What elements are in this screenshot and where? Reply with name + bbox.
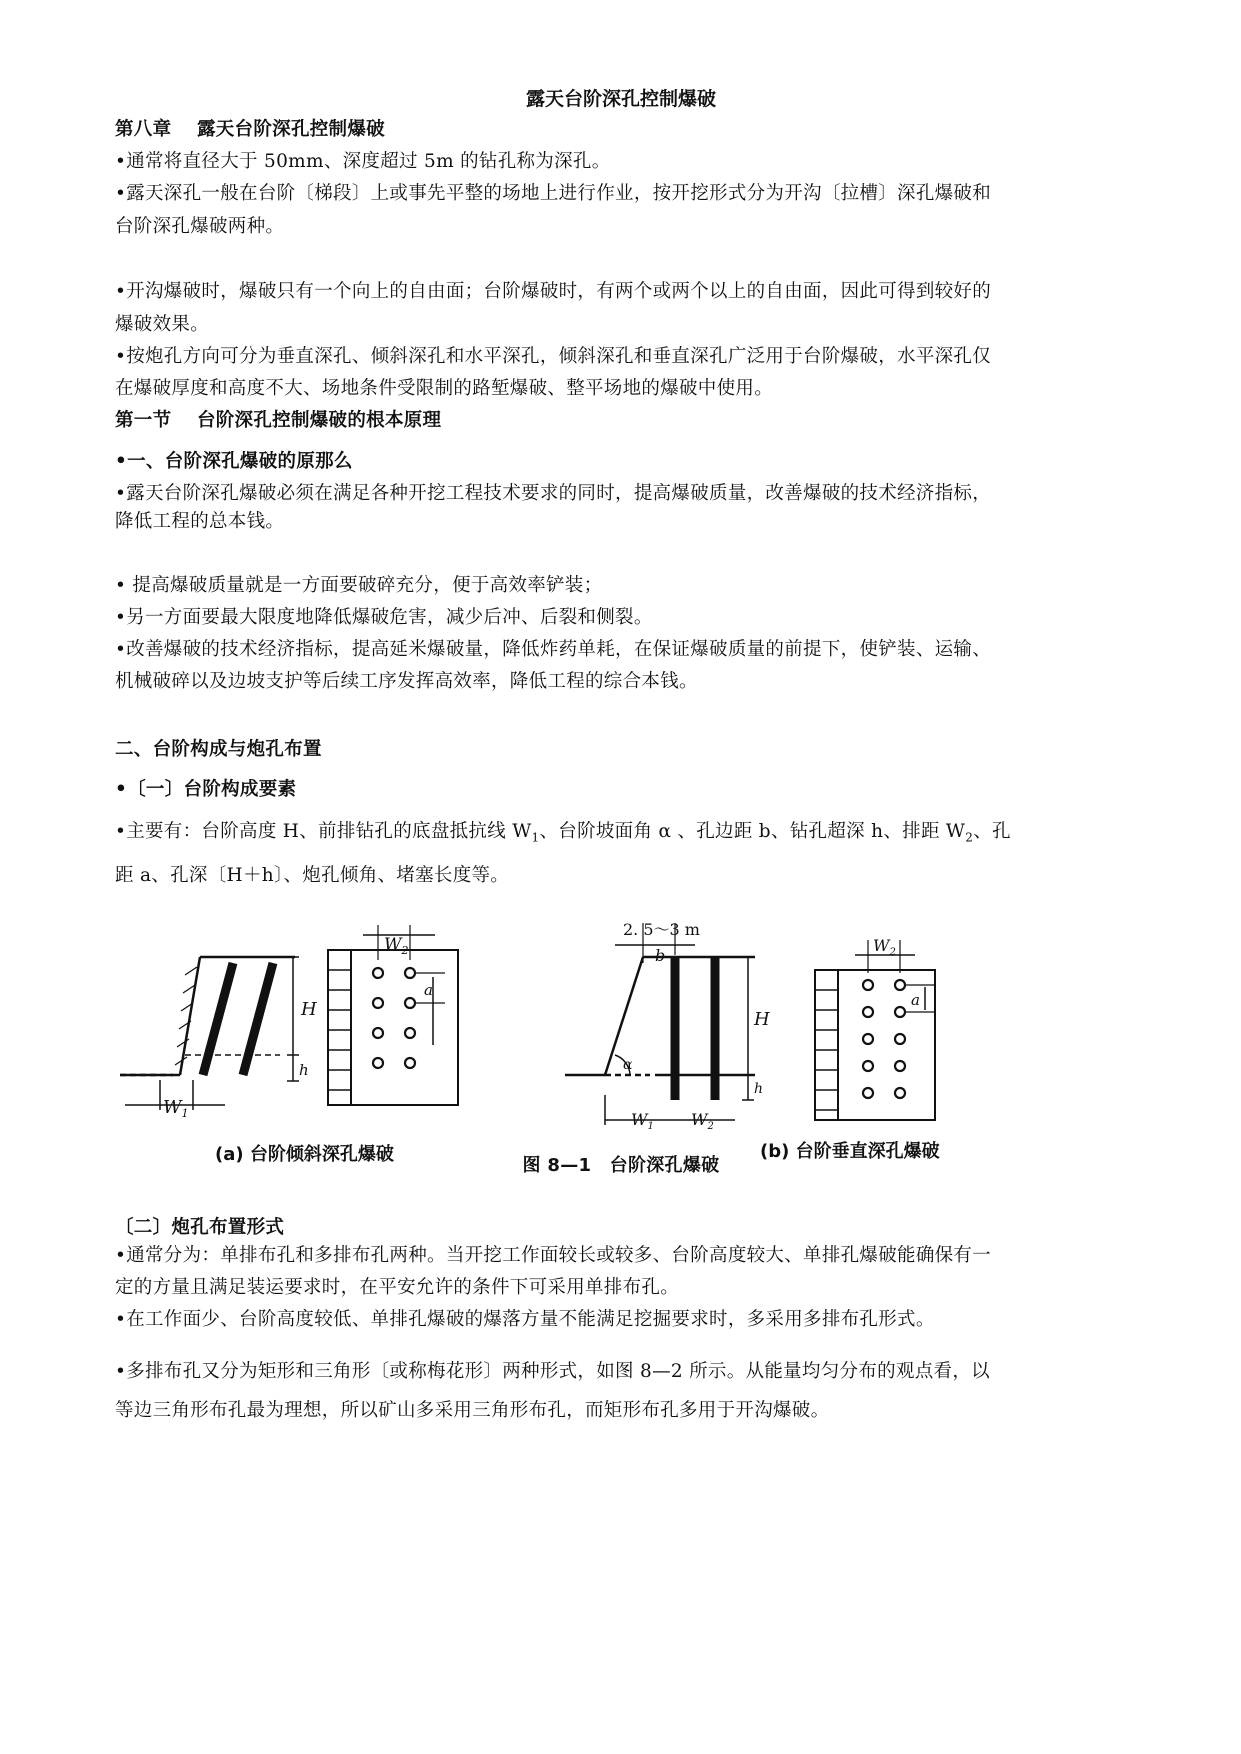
label-W2: $W_2$ <box>691 1110 714 1132</box>
paragraph: 在爆破厚度和高度不大、场地条件受限制的路堑爆破、整平场地的爆破中使用。 <box>115 378 774 399</box>
paragraph: •按炮孔方向可分为垂直深孔、倾斜深孔和水平深孔，倾斜深孔和垂直深孔广泛用于台阶爆破，水平深孔仅 <box>115 346 992 367</box>
paragraph: •通常将直径大于 50mm、深度超过 5m 的钻孔称为深孔。 <box>115 151 611 172</box>
chapter-heading: 第八章 露天台阶深孔控制爆破 <box>115 119 385 140</box>
text-run: 、台阶坡面角 α 、孔边距 b、钻孔超深 h、排距 W <box>539 821 966 842</box>
figure-caption: 图 8—1 台阶深孔爆破 <box>522 1155 720 1176</box>
label-b: b <box>655 946 666 965</box>
label-alpha: α <box>623 1057 633 1073</box>
paragraph <box>115 816 1127 854</box>
text-run: 、孔 <box>973 821 1011 842</box>
section-heading: 二、台阶构成与炮孔布置 <box>115 739 322 760</box>
label-W2: $W_2$ <box>873 936 896 958</box>
label-W1: $W_1$ <box>631 1110 654 1132</box>
label-W1: $W_1$ <box>163 1097 189 1120</box>
paragraph: 爆破效果。 <box>115 314 210 335</box>
document-title: 露天台阶深孔控制爆破 <box>525 88 716 110</box>
paragraph: 距 a、孔深〔H＋h〕、炮孔倾角、堵塞长度等。 <box>115 865 510 886</box>
caption-a: (a) 台阶倾斜深孔爆破 <box>215 1144 394 1165</box>
diagram-b-plan <box>815 940 935 1120</box>
label-distance: 2. 5～3 m <box>623 920 700 939</box>
label-H: H <box>754 1009 770 1030</box>
paragraph: 机械破碎以及边坡支护等后续工序发挥高效率，降低工程的综合本钱。 <box>115 671 698 692</box>
paragraph: •多排布孔又分为矩形和三角形〔或称梅花形〕两种形式，如图 8—2 所示。从能量均匀分布的观点看，以 <box>115 1361 990 1382</box>
label-a: a <box>911 991 920 1009</box>
paragraph: 等边三角形布孔最为理想，所以矿山多采用三角形布孔，而矩形布孔多用于开沟爆破。 <box>115 1400 830 1421</box>
label-h: h <box>754 1081 764 1097</box>
paragraph: 降低工程的总本钱。 <box>115 511 285 532</box>
label-a: a <box>424 981 433 999</box>
subscript: 1 <box>531 830 540 845</box>
subsection-heading: •〔一〕台阶构成要素 <box>115 779 297 800</box>
label-H: H <box>301 999 317 1020</box>
paragraph: 台阶深孔爆破两种。 <box>115 216 285 237</box>
text-run: •主要有：台阶高度 H、前排钻孔的底盘抵抗线 W <box>115 821 532 842</box>
paragraph: • 提高爆破质量就是一方面要破碎充分，便于高效率铲装； <box>115 575 603 596</box>
paragraph: •在工作面少、台阶高度较低、单排孔爆破的爆落方量不能满足挖掘要求时，多采用多排布孔形式。 <box>115 1309 935 1330</box>
label-h: h <box>299 1061 309 1079</box>
paragraph: •改善爆破的技术经济指标，提高延米爆破量，降低炸药单耗，在保证爆破质量的前提下，使铲装、运输、 <box>115 639 992 660</box>
paragraph: •开沟爆破时，爆破只有一个向上的自由面；台阶爆破时，有两个或两个以上的自由面，因此可得到较好的 <box>115 281 992 302</box>
paragraph: 定的方量且满足装运要求时，在平安允许的条件下可采用单排布孔。 <box>115 1277 680 1298</box>
paragraph: •另一方面要最大限度地降低爆破危害，减少后冲、后裂和侧裂。 <box>115 607 653 628</box>
caption-b: (b) 台阶垂直深孔爆破 <box>760 1141 940 1162</box>
subsection-heading: •一、台阶深孔爆破的原那么 <box>115 451 353 472</box>
paragraph: •露天深孔一般在台阶〔梯段〕上或事先平整的场地上进行作业，按开挖形式分为开沟〔拉槽〕深孔爆破和 <box>115 183 992 204</box>
paragraph: •露天台阶深孔爆破必须在满足各种开挖工程技术要求的同时，提高爆破质量，改善爆破的技术经济指标， <box>115 483 992 504</box>
subsection-heading: 〔二〕炮孔布置形式 <box>115 1217 285 1238</box>
diagram-a-section <box>120 957 299 1110</box>
paragraph: •通常分为：单排布孔和多排布孔两种。当开挖工作面较长或较多、台阶高度较大、单排孔爆破能确保有一 <box>115 1245 992 1266</box>
label-W2: $W_2$ <box>384 935 409 957</box>
section-heading: 第一节 台阶深孔控制爆破的根本原理 <box>115 410 442 431</box>
subscript: 2 <box>965 830 974 845</box>
